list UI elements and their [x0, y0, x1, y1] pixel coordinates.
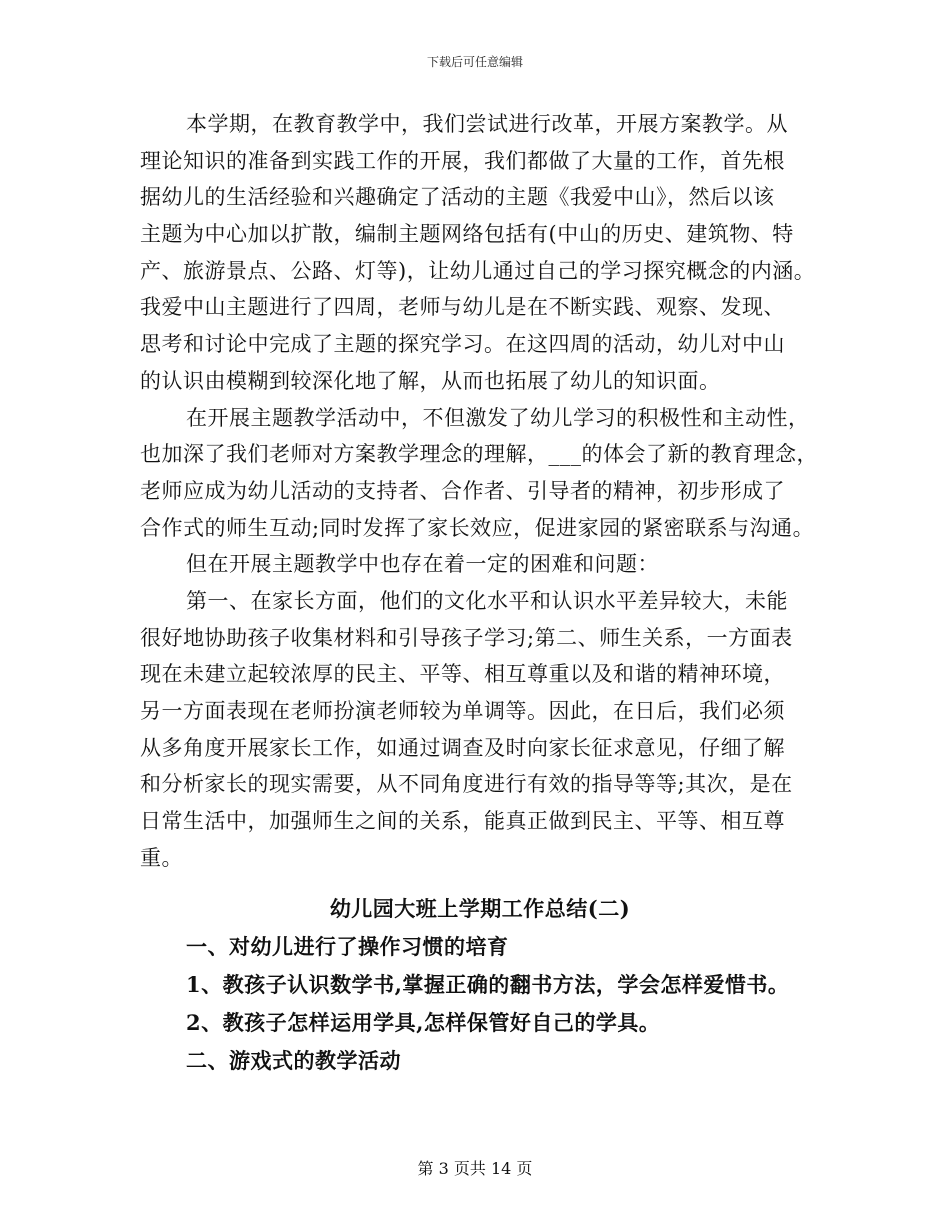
text-line: 思考和讨论中完成了主题的探究学习。在这四周的活动，幼儿对中山: [140, 332, 785, 357]
text-line: 日常生活中，加强师生之间的关系，能真正做到民主、平等、相互尊: [140, 809, 785, 834]
page-header: 下载后可任意编辑: [426, 55, 523, 69]
text-line: 在开展主题教学活动中，不但激发了幼儿学习的积极性和主动性，: [186, 405, 810, 430]
text-line: 本学期，在教育教学中，我们尝试进行改革，开展方案教学。从: [186, 112, 788, 136]
document-body: [140, 106, 820, 1080]
text-line: 也加深了我们老师对方案教学理念的理解，___的体会了新的教育理念，: [140, 442, 818, 467]
text-line: 很好地协助孩子收集材料和引导孩子学习;第二、师生关系，一方面表: [140, 625, 793, 650]
paragraph: [140, 583, 820, 877]
text-line: 第一、在家长方面，他们的文化水平和认识水平差异较大，未能: [186, 588, 788, 613]
section-heading: 二、游戏式的教学活动: [186, 1048, 401, 1074]
text-line: 现在未建立起较浓厚的民主、平等、相互尊重以及和谐的精神环境，: [140, 662, 785, 687]
paragraph: [140, 400, 820, 547]
text-line: 重。: [140, 845, 183, 870]
text-line: 产、旅游景点、公路、灯等)，让幼儿通过自己的学习探究概念的内涵。: [140, 258, 816, 283]
list-item: 1、教孩子认识数学书,掌握正确的翻书方法，学会怎样爱惜书。: [186, 972, 790, 998]
text-line: 据幼儿的生活经验和兴趣确定了活动的主题《我爱中山》，然后以该: [140, 185, 775, 210]
text-line: 从多角度开展家长工作，如通过调查及时向家长征求意见，仔细了解: [140, 735, 785, 760]
paragraph: [140, 106, 820, 400]
text-line: 老师应成为幼儿活动的支持者、合作者、引导者的精神，初步形成了: [140, 478, 785, 503]
page-number: 第 3 页共 14 页: [417, 1159, 533, 1178]
text-line: 和分析家长的现实需要，从不同角度进行有效的指导等等;其次，是在: [140, 772, 793, 797]
text-line: 理论知识的准备到实践工作的开展，我们都做了大量的工作，首先根: [140, 148, 785, 173]
text-line: 另一方面表现在老师扮演老师较为单调等。因此，在日后，我们必须: [140, 699, 785, 723]
list-item: 2、教孩子怎样运用学具,怎样保管好自己的学具。: [186, 1010, 661, 1036]
text-line: 我爱中山主题进行了四周，老师与幼儿是在不断实践、观察、发现、: [140, 295, 785, 320]
section-title: 幼儿园大班上学期工作总结(二): [329, 896, 631, 922]
text-line: 但在开展主题教学中也存在着一定的困难和问题：: [186, 552, 659, 577]
paragraph: [140, 546, 820, 583]
text-line: 主题为中心加以扩散，编制主题网络包括有(中山的历史、建筑物、特: [140, 222, 794, 247]
text-line: 合作式的师生互动;同时发挥了家长效应，促进家园的紧密联系与沟通。: [140, 515, 815, 540]
section-heading: 一、对幼儿进行了操作习惯的培育: [186, 934, 509, 960]
text-line: 的认识由模糊到较深化地了解，从而也拓展了幼儿的知识面。: [140, 368, 721, 393]
